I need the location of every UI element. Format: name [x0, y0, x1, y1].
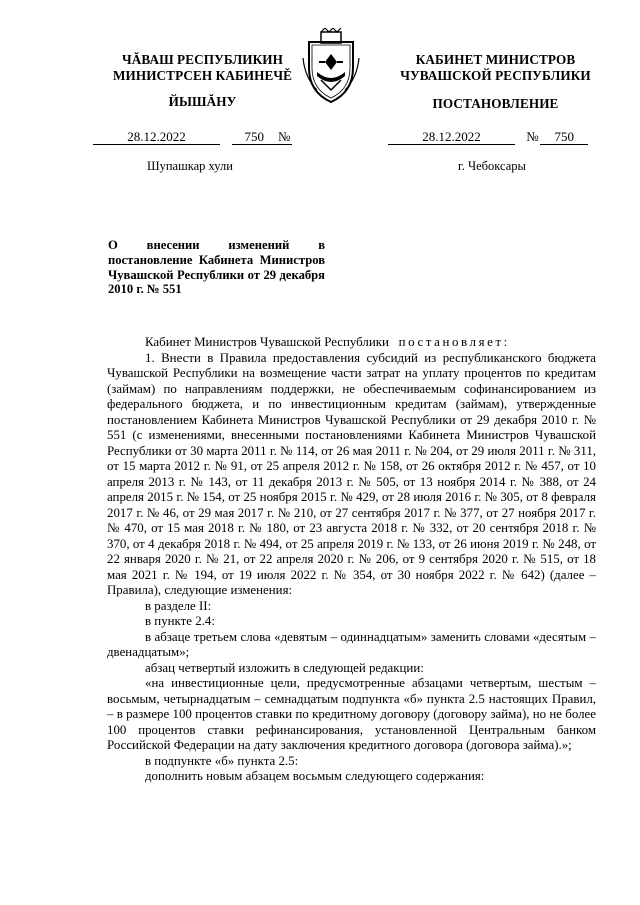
paragraph-3: в пункте 2.4:: [145, 614, 215, 628]
left-number: 750: [232, 130, 276, 145]
header-left-doc-type: ЙЫШĂНУ: [168, 94, 237, 109]
paragraph-preamble: [107, 335, 596, 351]
emblem-icon: [301, 28, 361, 106]
right-date-number-row: [388, 130, 588, 145]
document-body: [107, 335, 596, 785]
header-left-line1: ЧĂВАШ РЕСПУБЛИКИН: [121, 52, 284, 67]
paragraph-5: абзац четвертый изложить в следующей редакции:: [145, 660, 424, 675]
header-right-line1: КАБИНЕТ МИНИСТРОВ: [415, 52, 576, 67]
right-place: г. Чебоксары: [458, 159, 526, 173]
paragraph-1: 1. Внести в Правила предоставления субсидий из республиканского бюджета Чувашской Республики на возмещение части затрат на уплату процентов по кредитам (займам) по направлениям поддержки, не обеспечиваемым софинансированием из федерального бюджета, и по инвестиционным кредитам (займам), утвержденные постановлением Кабинета Министров Чувашской Республики от 29 декабря 2010 г. № 551 (с изменениями, внесенными постановлениями Кабинета Министров Чувашской Республики от 30 марта 2011 г. № 114, от 26 мая 2011 г. № 204, от 29 июля 2011 г. № 311, от 15 марта 2012 г. № 91, от 25 апреля 2012 г. № 158, от 26 октября 2012 г. № 457, от 10 апреля 2013 г. № 143, от 11 декабря 2013 г. № 505, от 13 ноября 2014 г. № 388, от 24 апреля 2015 г. № 154, от 25 ноября 2015 г. № 429, от 28 июля 2016 г. № 305, от 8 февраля 2017 г. № 46, от 29 мая 2017 г. № 210, от 27 сентября 2017 г. № 377, от 27 ноября 2017 г. № 470, от 15 мая 2018 г. № 180, от 23 августа 2018 г. № 332, от 20 сентября 2018 г. № 370, от 4 декабря 2018 г. № 494, от 25 апреля 2019 г. № 133, от 26 июня 2019 г. № 248, от 22 января 2020 г. № 21, от 22 апреля 2020 г. № 206, от 9 сентября 2020 г. № 515, от 18 мая 2021 г. № 194, от 19 июля 2022 г. № 354, от 30 ноября 2022 г. № 642) (далее – Правила), следующие изменения:: [107, 350, 596, 597]
paragraph-8: дополнить новым абзацем восьмым следующего содержания:: [145, 769, 485, 783]
left-date-number-row: [93, 130, 292, 145]
header-right-line2: ЧУВАШСКОЙ РЕСПУБЛИКИ: [400, 68, 591, 83]
right-number: 750: [540, 130, 588, 145]
paragraph-6: «на инвестиционные цели, предусмотренные абзацами четвертым, шестым – восьмым, четырнадцатым – семнадцатым подпункта «б» пункта 2.5 настоящих Правил, – в размере 100 процентов ставки по кредитному договору (договору займа), но не более 100 процентов ставки рефинансирования, установленной Центральным банком Российской Федерации на дату заключения кредитного договора (договора займа).»;: [107, 676, 596, 752]
left-place: Шупашкар хули: [147, 159, 233, 173]
header-left-line2: МИНИСТРСЕН КАБИНЕЧĚ: [112, 68, 293, 83]
paragraph-2: в разделе II:: [145, 598, 212, 613]
paragraph-4: в абзаце третьем слова «девятым – одиннадцатым» заменить словами «десятым – двенадцатым»;: [107, 629, 596, 659]
preamble-lead: Кабинет Министров Чувашской Республики: [145, 335, 389, 349]
header-left-org: [95, 52, 310, 84]
header-right-doc-type: ПОСТАНОВЛЕНИЕ: [432, 96, 559, 111]
document-title: О внесении изменений в постановление Кабинета Министров Чувашской Республики от 29 декабря 2010 г. № 551: [108, 238, 325, 297]
header-right-org: [388, 52, 603, 84]
left-number-sign: №: [278, 129, 291, 144]
right-number-sign: №: [526, 129, 539, 144]
preamble-decree: постановляет:: [398, 335, 510, 349]
paragraph-7: в подпункте «б» пункта 2.5:: [145, 753, 299, 768]
right-date: 28.12.2022: [388, 130, 515, 145]
left-date: 28.12.2022: [93, 130, 220, 145]
